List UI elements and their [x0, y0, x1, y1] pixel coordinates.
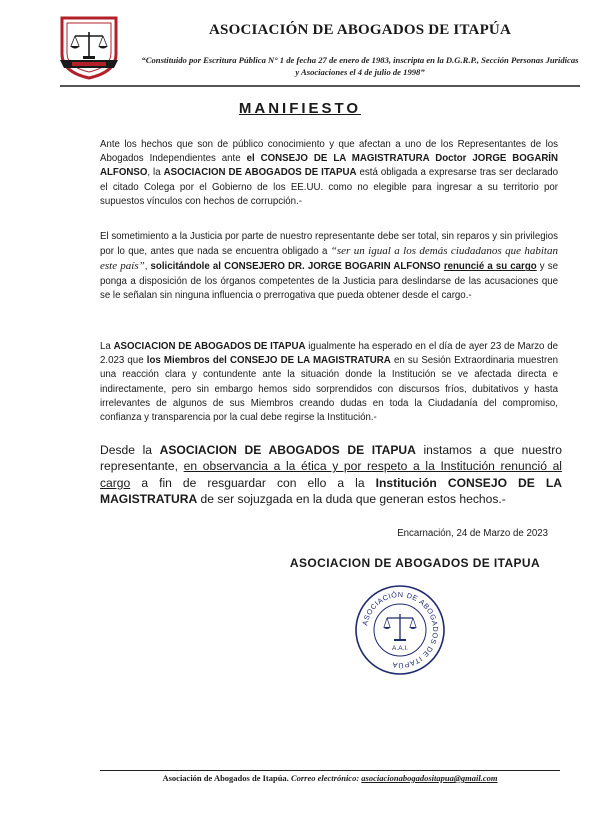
document-title: MANIFIESTO — [238, 100, 362, 117]
stamp-seal-icon — [353, 583, 447, 677]
paragraph-3 — [100, 340, 558, 425]
footer-email-label: Correo electrónico: — [290, 773, 362, 783]
organization-title: ASOCIACIÓN DE ABOGADOS DE ITAPÚA — [209, 22, 511, 38]
bold-span: el CONSEJO DE LA MAGISTRATURA Doctor JORGE BOGARÍN ALFONSO — [100, 153, 558, 179]
text-span: Ante los hechos que son de público conocimiento y que afectan a uno de los Representantes de los Abogados Independientes ante — [100, 139, 558, 165]
quote-span: “ser un igual a los demás ciudadanos que habitan este país” — [100, 245, 558, 273]
paragraph-1 — [100, 138, 558, 209]
footer-email-link[interactable]: asociacionabogadositapua@gmail.com — [361, 773, 498, 783]
underlined-span: en observancia a la ética y por respeto a la Institución renunció al cargo — [100, 459, 562, 490]
bold-span: ASOCIACION DE ABOGADOS DE ITAPUA — [163, 167, 357, 179]
text-span: de ser sojuzgada en la duda que generan estos hechos.- — [197, 492, 506, 507]
text-span: El sometimiento a la Justicia por parte de nuestro representante debe ser total, sin reparos y sin privilegios por lo que, antes que nada se encuentra obligado a — [100, 231, 558, 258]
bold-span: Institución CONSEJO DE LA MAGISTRATURA — [100, 475, 562, 507]
text-span: La — [100, 341, 114, 352]
signature-line: ASOCIACION DE ABOGADOS DE ITAPUA — [289, 556, 541, 570]
bold-span: ASOCIACION DE ABOGADOS DE ITAPUA — [113, 341, 306, 352]
text-span: está obligada a expresarse tras ser declarado el citado Colega por el Gobierno de los EE.UU. como no elegible para ingresar a su territorio por supuestos vínculos con hechos de corrupción.- — [100, 167, 559, 207]
scales-of-justice-icon — [56, 14, 122, 80]
association-stamp — [353, 583, 447, 677]
stamp-initials: A.A.I. — [392, 645, 408, 652]
association-logo — [56, 14, 122, 80]
footer-divider — [100, 770, 560, 771]
stamp-ring-text: ASOCIACIÓN DE ABOGADOS DE ITAPÚA — [360, 589, 441, 671]
text-span: a fin de resguardar con ello a la — [130, 475, 376, 490]
bold-span: ASOCIACION DE ABOGADOS DE ITAPUA — [159, 443, 416, 457]
footer-org: Asociación de Abogados de Itapúa. — [162, 773, 291, 783]
bold-span: los Miembros del CONSEJO DE LA MAGISTRATURA — [146, 355, 391, 367]
underlined-span: renuncié a su cargo — [443, 261, 537, 273]
paragraph-4 — [100, 442, 562, 508]
footer — [100, 773, 560, 783]
text-span: en su Sesión Extraordinaria muestren una reacción clara y contundente ante la situación donde la Institución se ve afectada directa e indirectamente, pero sin embargo hemos sido sorprendidos con discursos fríos, dubitativos y hasta irrelevantes de algunos de sus Miembros creando dudas en toda la Ciudadanía del compromiso, confianza y transparencia por la cual debe regirse la Institución.- — [100, 355, 558, 424]
text-span: igualmente ha esperado en el día de ayer 23 de Marzo de 2.023 que — [100, 341, 558, 367]
text-span: instamos a que nuestro representante, — [100, 443, 562, 474]
text-span: y se ponga a disposición de los órganos competentes de la Justicia para deslindarse de las acusaciones que se le señalan sin ninguna influencia o prerrogativa que pueda obtener desde el cargo.- — [100, 261, 558, 301]
organization-subtitle: “Constituido por Escritura Pública N° 1 de fecha 27 de enero de 1983, inscripta en la D.G.R.P., Sección Personas Jurídicas y Asociaciones el 4 de julio de 1998” — [141, 55, 579, 77]
text-span: Desde la — [100, 443, 160, 457]
bold-span: solicitándole al CONSEJERO DR. JORGE BOGARIN ALFONSO — [150, 261, 441, 273]
text-span: , — [144, 261, 151, 273]
document-date: Encarnación, 24 de Marzo de 2023 — [397, 528, 548, 539]
text-span: , la — [147, 167, 164, 179]
paragraph-2 — [100, 230, 558, 303]
header-divider — [60, 85, 580, 87]
